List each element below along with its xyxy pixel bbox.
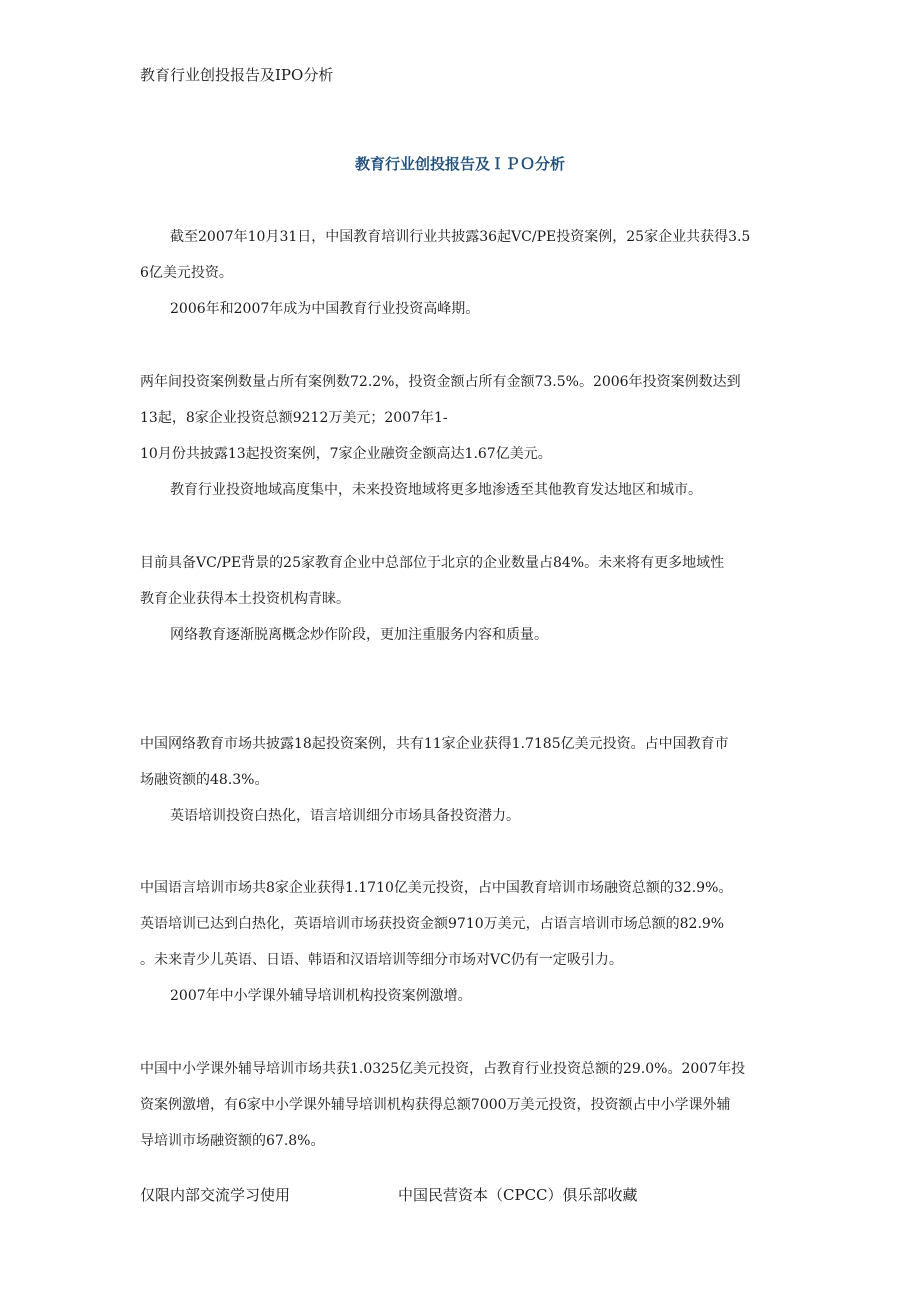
paragraph-line: 10月份共披露13起投资案例，7家企业融资金额高达1.67亿美元。: [140, 446, 552, 462]
document-title: 教育行业创投报告及ＩＰＯ分析: [354, 155, 565, 173]
paragraph-line: 2007年中小学课外辅导培训机构投资案例激增。: [170, 988, 472, 1004]
paragraph-line: 资案例激增，有6家中小学课外辅导培训机构获得总额7000万美元投资，投资额占中小学课外辅: [140, 1097, 731, 1113]
footer-source: 中国民营资本（CPCC）俱乐部收藏: [398, 1186, 638, 1204]
footer-note: 仅限内部交流学习使用: [140, 1186, 291, 1204]
paragraph-line: 英语培训已达到白热化，英语培训市场获投资金额9710万美元，占语言培训市场总额的82.9%: [140, 916, 725, 932]
paragraph-line: 网络教育逐渐脱离概念炒作阶段，更加注重服务内容和质量。: [170, 627, 548, 643]
paragraph-line: 截至2007年10月31日，中国教育培训行业共披露36起VC/PE投资案例，25家企业共获得3.5: [170, 229, 751, 245]
paragraph-line: 6亿美元投资。: [140, 265, 233, 281]
paragraph-line: 中国语言培训市场共8家企业获得1.1710亿美元投资，占中国教育培训市场融资总额的32.9%。: [140, 880, 733, 896]
paragraph-line: 目前具备VC/PE背景的25家教育企业中总部位于北京的企业数量占84%。未来将有更多地域性: [140, 555, 725, 571]
paragraph-line: 教育企业获得本土投资机构青睐。: [140, 591, 350, 607]
paragraph-line: 两年间投资案例数量占所有案例数72.2%，投资金额占所有金额73.5%。2006年投资案例数达到: [140, 374, 741, 390]
paragraph-line: 场融资额的48.3%。: [140, 772, 269, 788]
running-header: 教育行业创投报告及IPO分析: [140, 66, 334, 84]
paragraph-line: 中国中小学课外辅导培训市场共获1.0325亿美元投资，占教育行业投资总额的29.0%。2007年投: [140, 1061, 746, 1077]
paragraph-line: 英语培训投资白热化，语言培训细分市场具备投资潜力。: [170, 808, 520, 824]
paragraph-line: 中国网络教育市场共披露18起投资案例，共有11家企业获得1.7185亿美元投资。占中国教育市: [140, 736, 729, 752]
paragraph-line: 。未来青少儿英语、日语、韩语和汉语培训等细分市场对VC仍有一定吸引力。: [140, 952, 623, 968]
paragraph-line: 2006年和2007年成为中国教育行业投资高峰期。: [170, 301, 480, 317]
paragraph-line: 教育行业投资地域高度集中，未来投资地域将更多地渗透至其他教育发达地区和城市。: [170, 482, 702, 498]
paragraph-line: 导培训市场融资额的67.8%。: [140, 1133, 325, 1149]
paragraph-line: 13起，8家企业投资总额9212万美元；2007年1-: [140, 410, 448, 426]
